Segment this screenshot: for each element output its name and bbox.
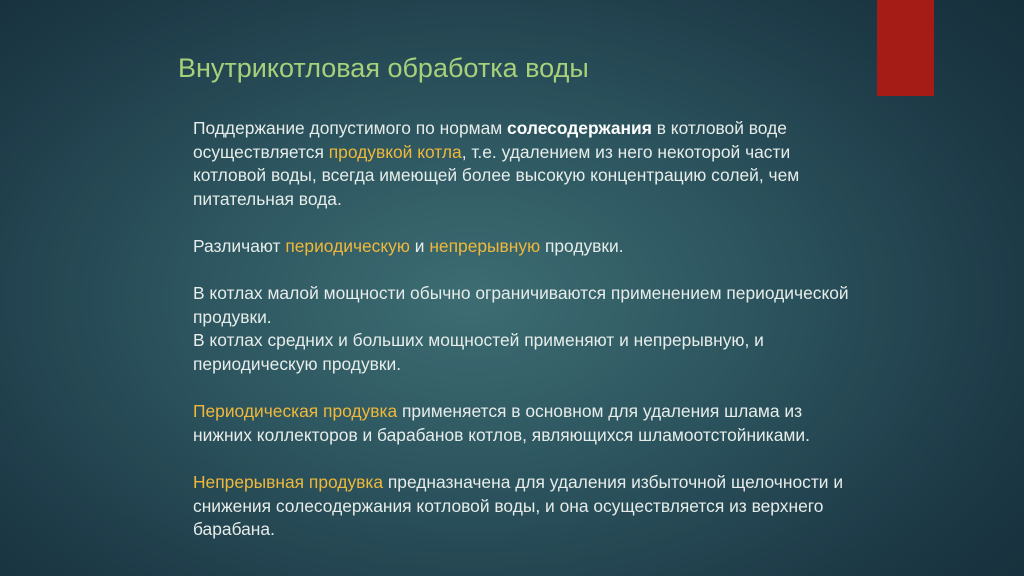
paragraph-periodic-blowdown xyxy=(160,400,860,447)
text: Различают xyxy=(193,235,286,256)
slide-title: Внутрикотловая обработка воды xyxy=(178,53,589,83)
paragraph-salt-content xyxy=(160,117,860,211)
spacer xyxy=(160,447,860,471)
text: и xyxy=(409,235,430,256)
highlight-periodic: периодическую xyxy=(285,235,410,256)
text: предназначена для удаления избыточной щелочности и снижения солесодержания котловой воды, и она осуществляется из верхнего барабана. xyxy=(193,471,844,540)
accent-bar xyxy=(877,0,934,96)
text: продувки. xyxy=(540,235,624,256)
text: применяется в основном для удаления шлама из нижних коллекторов и барабанов котлов, являющихся шламоотстойниками. xyxy=(193,401,810,445)
text: в котловой воде осуществляется xyxy=(193,118,787,162)
paragraph-blowdown-types xyxy=(160,235,860,259)
spacer xyxy=(160,377,860,401)
text: Поддержание допустимого по нормам xyxy=(193,118,508,138)
spacer xyxy=(160,211,860,235)
highlight-boiler-blowdown: продувкой котла xyxy=(328,141,462,162)
paragraph-low-power-boilers: В котлах малой мощности обычно ограничиваются применением периодической продувки. xyxy=(193,283,849,327)
text: , т.е. удалением из него некоторой части котловой воды, всегда имеющей более высокую концентрацию солей, чем питательная вода. xyxy=(193,141,800,209)
highlight-continuous: непрерывную xyxy=(429,235,541,256)
spacer xyxy=(160,259,860,283)
highlight-periodic-blowdown: Периодическая продувка xyxy=(193,401,398,422)
bold-term-salt-content: солесодержания xyxy=(507,118,652,138)
paragraph-continuous-blowdown xyxy=(160,471,860,542)
slide-body xyxy=(160,117,860,542)
highlight-continuous-blowdown: Непрерывная продувка xyxy=(193,471,384,492)
paragraph-high-power-boilers: В котлах средних и больших мощностей применяют и непрерывную, и периодическую продувки. xyxy=(193,330,764,374)
